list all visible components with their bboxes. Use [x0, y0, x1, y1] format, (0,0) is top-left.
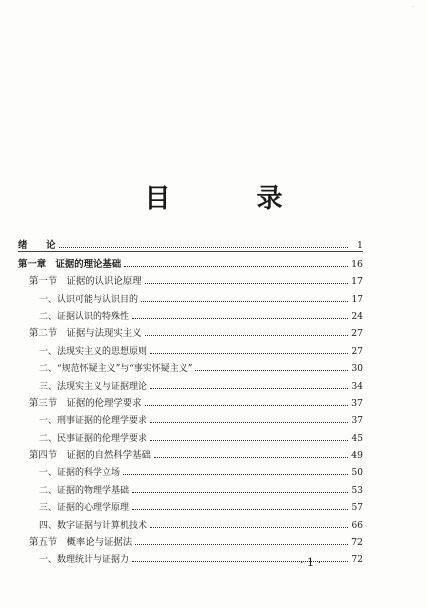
toc-entry-page: 16: [351, 258, 363, 270]
toc-entry-page: 27: [351, 328, 363, 340]
toc-entry[interactable]: [18, 444, 363, 461]
toc-entry[interactable]: [18, 287, 363, 304]
toc-entry[interactable]: [18, 339, 363, 356]
toc-entry-page: 50: [351, 468, 363, 479]
toc-entry-label: 第二节 证据与法现实主义: [29, 328, 142, 340]
dot-leader: [195, 369, 348, 371]
toc-entry[interactable]: [18, 252, 363, 269]
toc-entry-label: 第一章 证据的理论基础: [18, 258, 122, 270]
page-number: · 1 ·: [300, 556, 321, 569]
toc-entry-page: 49: [351, 450, 363, 462]
dot-leader: [150, 439, 348, 441]
toc-entry[interactable]: [18, 374, 363, 391]
dot-leader: [150, 421, 348, 423]
toc-entry-label: 一、数理统计与证据力: [39, 555, 130, 566]
toc-entry[interactable]: [18, 496, 363, 513]
toc-entry-page: 34: [351, 381, 363, 392]
toc-entry-label: 一、法现实主义的思想原则: [39, 346, 148, 357]
dot-leader: [132, 317, 348, 319]
toc-entry-label: 第一节 证据的认识论原理: [29, 276, 142, 288]
toc-entry-page: 30: [351, 364, 363, 375]
toc-entry-page: 24: [351, 311, 363, 322]
dot-leader: [145, 282, 348, 284]
table-of-contents: [18, 234, 363, 565]
dot-leader: [150, 387, 348, 389]
toc-entry-label: 二、“规范怀疑主义”与“事实怀疑主义”: [39, 364, 193, 375]
page-title: 目 录: [144, 184, 313, 214]
toc-entry[interactable]: [18, 305, 363, 322]
dot-leader: [150, 352, 348, 354]
toc-entry-page: 17: [351, 276, 363, 288]
toc-entry-label: 一、认识可能与认识目的: [39, 294, 139, 305]
toc-entry-page: 1: [357, 240, 363, 252]
toc-entry-label: 一、刑事证据的伦理学要求: [39, 416, 148, 427]
toc-entry[interactable]: [18, 270, 363, 287]
dot-leader: [123, 473, 348, 475]
toc-entry[interactable]: [18, 357, 363, 374]
toc-entry-page: 72: [351, 555, 363, 566]
toc-entry[interactable]: [18, 461, 363, 478]
toc-entry-page: 57: [351, 503, 363, 514]
toc-entry-label: 三、证据的心理学原理: [39, 503, 130, 514]
toc-entry-page: 17: [351, 294, 363, 305]
dot-leader: [145, 404, 348, 406]
toc-entry[interactable]: [18, 478, 363, 495]
dot-leader: [154, 456, 348, 458]
toc-entry-page: 27: [351, 346, 363, 357]
dot-leader: [145, 334, 348, 336]
dot-leader: [150, 526, 348, 528]
dot-leader: [59, 246, 348, 248]
dot-leader: [124, 265, 348, 267]
toc-entry[interactable]: [18, 409, 363, 426]
toc-entry-label: 第三节 证据的伦理学要求: [29, 397, 142, 409]
dot-leader: [141, 300, 348, 302]
toc-entry[interactable]: [18, 513, 363, 530]
toc-entry-label: 第四节 证据的自然科学基础: [29, 450, 151, 462]
toc-entry-page: 45: [351, 433, 363, 444]
toc-entry-page: 37: [351, 397, 363, 409]
corner-mark: ·: [412, 4, 414, 11]
dot-leader: [132, 508, 348, 510]
toc-entry[interactable]: [18, 426, 363, 443]
toc-entry-page: 53: [351, 485, 363, 496]
toc-entry-label: 二、证据认识的特殊性: [39, 311, 130, 322]
toc-entry-label: 绪 论: [18, 240, 56, 252]
toc-entry-label: 三、法现实主义与证据理论: [39, 381, 148, 392]
dot-leader: [135, 543, 348, 545]
dot-leader: [132, 491, 348, 493]
toc-entry[interactable]: [18, 322, 363, 339]
toc-entry-label: 二、民事证据的伦理学要求: [39, 433, 148, 444]
toc-entry[interactable]: [18, 531, 363, 548]
toc-entry-label: 二、证据的物理学基础: [39, 485, 130, 496]
toc-entry[interactable]: [18, 234, 363, 252]
toc-entry[interactable]: [18, 392, 363, 409]
toc-entry-page: 72: [351, 537, 363, 549]
toc-entry-page: 37: [351, 416, 363, 427]
toc-entry-page: 66: [351, 520, 363, 531]
toc-entry-label: 四、数字证据与计算机技术: [39, 520, 148, 531]
toc-entry-label: 一、证据的科学立场: [39, 468, 121, 479]
toc-entry-label: 第五节 概率论与证据法: [29, 537, 133, 549]
